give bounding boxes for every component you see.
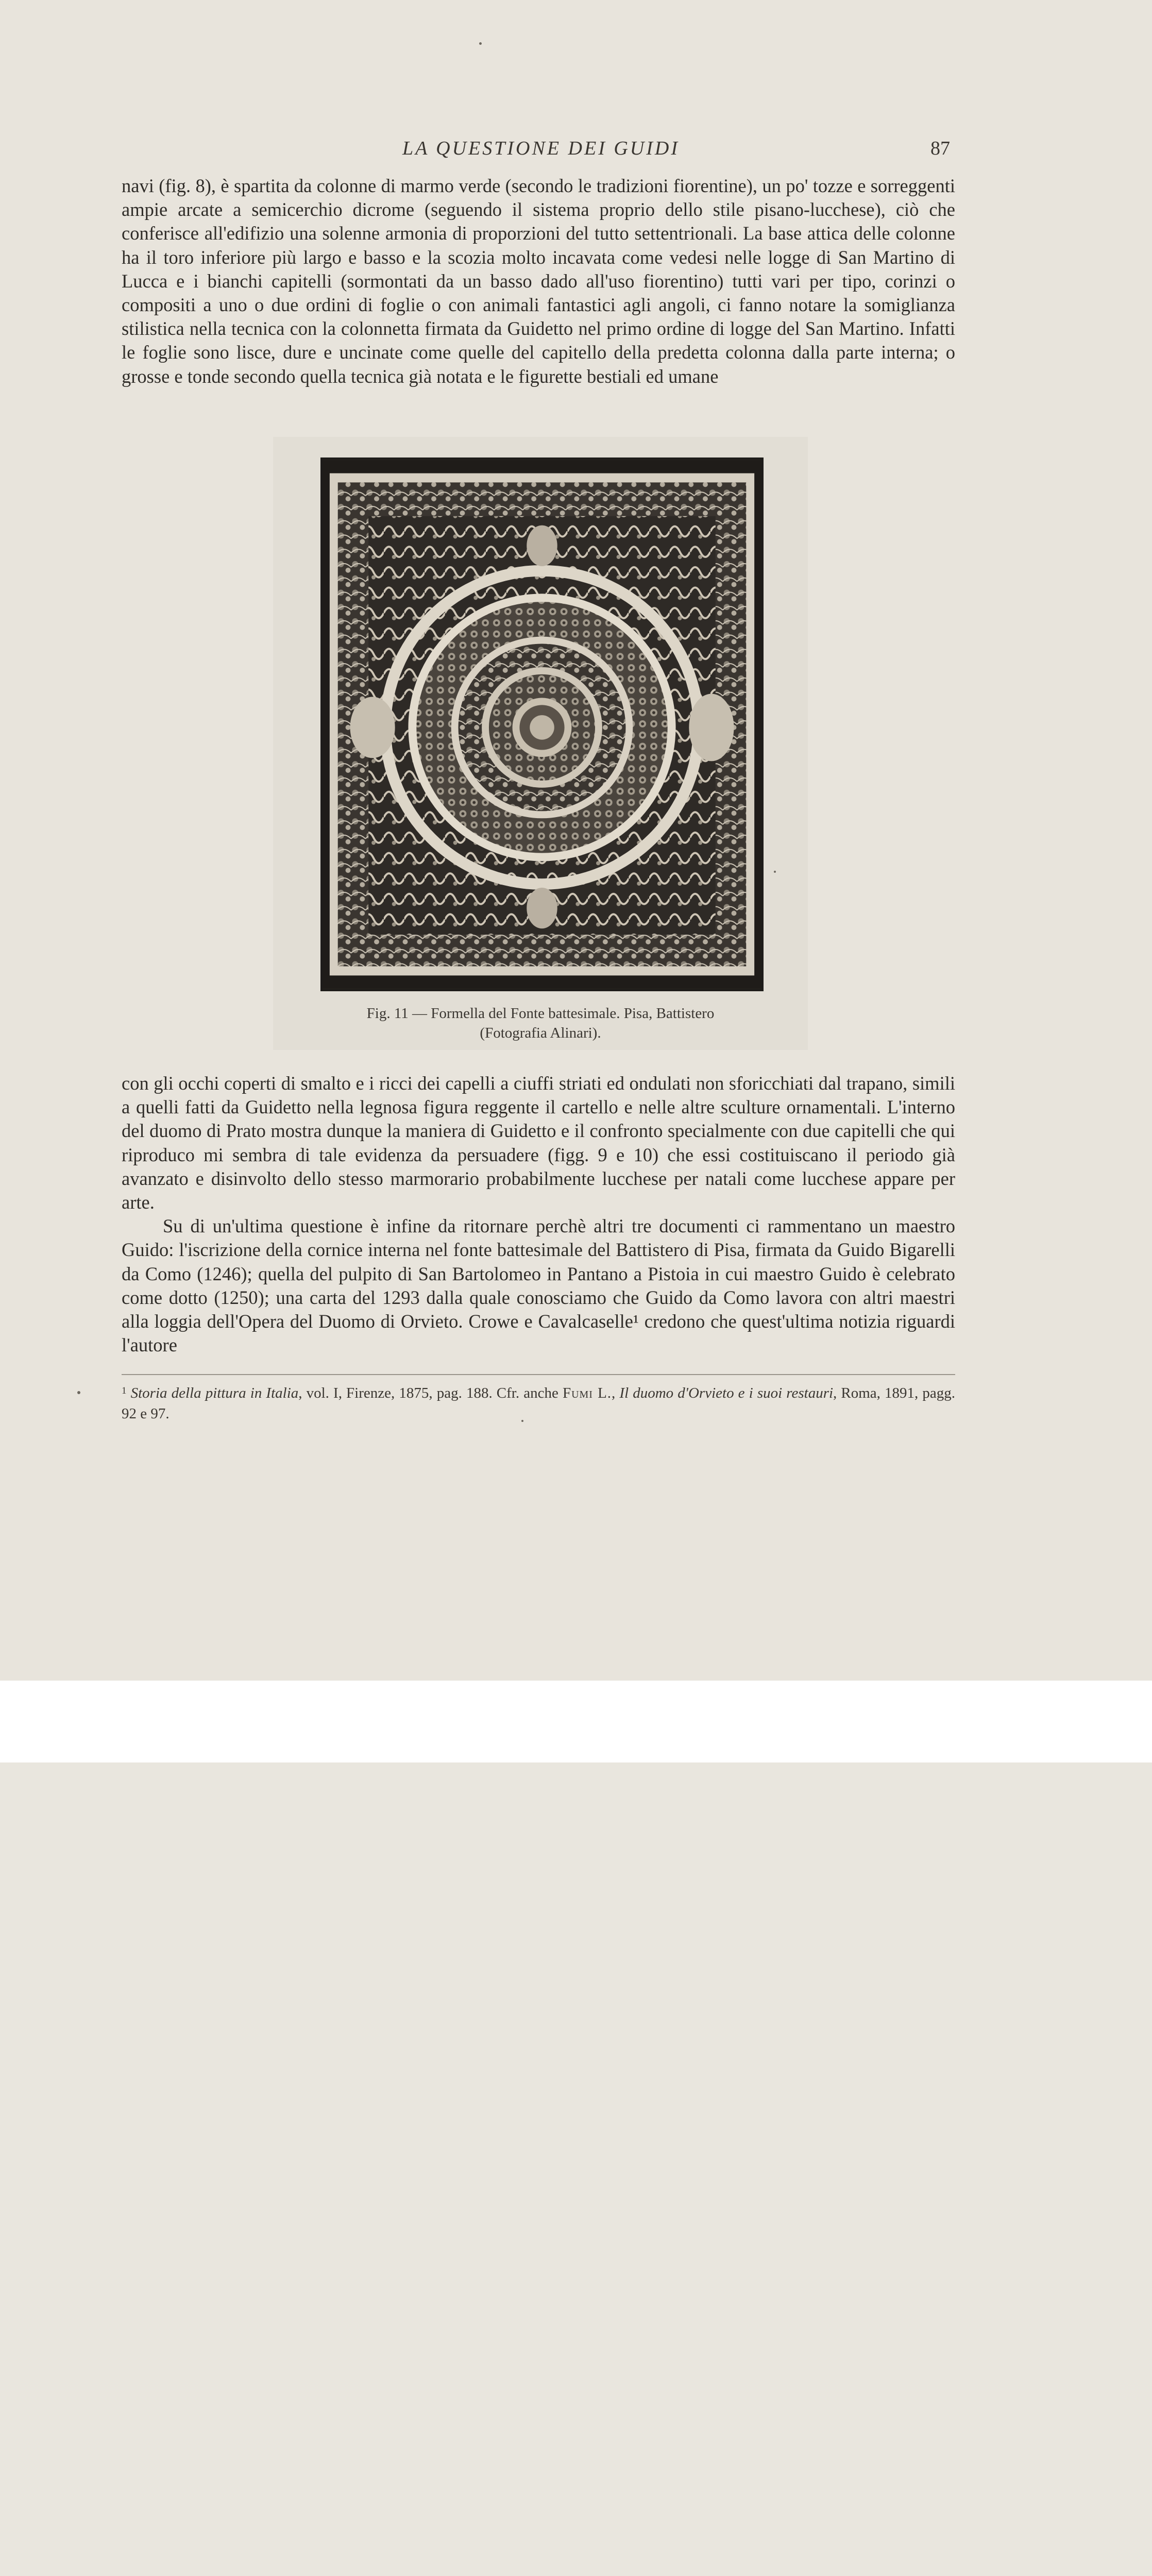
figure-credit: (Fotografia Alinari).: [480, 1025, 601, 1041]
footnote-text: , vol. I, Firenze, 1875, pag. 188. Cfr. anche: [298, 1385, 563, 1401]
footnote: [122, 1383, 955, 1424]
footnote-author: Fumi L.: [562, 1385, 612, 1401]
footnote-text: ,: [612, 1385, 620, 1401]
body-text-top: [122, 174, 955, 388]
running-title: LA QUESTIONE DEI GUIDI: [402, 138, 680, 159]
digitization-footer: [0, 1681, 1152, 1762]
carved-panel-image: [323, 460, 761, 989]
footnote-rule: [122, 1374, 955, 1375]
paragraph: con gli occhi coperti di smalto e i ricci dei capelli a ciuffi striati ed ondulati non sforicchiati dal trapano, simili a quelli fatti da Guidetto nella legnosa figura reggente il cartello e nelle altre sculture ornamentali. L'interno del duomo di Prato mostra dunque la maniera di Guidetto e il confronto specialmente con due capitelli che qui riproduco mi sembra di tale evidenza da persuadere (figg. 9 e 10) che essi costituiscano il periodo già avanzato e disinvolto dello stesso marmorario probabilmente lucchese per natali come lucchese appare per arte.: [122, 1073, 955, 1213]
body-text-bottom: [122, 1072, 955, 1357]
footnote-marker: 1: [122, 1385, 127, 1396]
figure-photograph-formella: [320, 457, 764, 991]
footnote-title: Il duomo d'Orvieto e i suoi restauri: [619, 1385, 834, 1401]
footnote-text: , Roma, 1891, pagg. 92 e 97.: [122, 1385, 955, 1422]
figure-caption: Fig. 11 — Formella del Fonte battesimale. Pisa, Battistero: [366, 1005, 715, 1022]
footnote-title: Storia della pittura in Italia: [130, 1385, 299, 1401]
page-number: 87: [930, 138, 950, 159]
paragraph: Su di un'ultima questione è infine da ritornare perchè altri tre documenti ci rammentano un maestro Guido: l'iscrizione della cornice interna nel fonte battesimale del Battistero di Pisa, firmata da Guido Bigarelli da Como (1246); quella del pulpito di San Bartolomeo in Pantano a Pistoia in cui maestro Guido è celebrato come dotto (1250); una carta del 1293 dalla quale conosciamo che Guido da Como lavora con altri maestri alla loggia dell'Opera del Duomo di Orvieto. Crowe e Cavalcaselle¹ credono che quest'ultima notizia riguardi l'autore: [122, 1215, 955, 1356]
paragraph: navi (fig. 8), è spartita da colonne di marmo verde (secondo le tradizioni fiorentine), un po' tozze e sorreggenti ampie arcate a semicerchio dicrome (seguendo il sistema proprio dello stile pisano-lucchese), ciò che conferisce all'edifizio una solenne armonia di proporzioni del tutto settentrionali. La base attica delle colonne ha il toro inferiore più largo e basso e la scozia molto incavata come vedesi nelle logge di San Martino di Lucca e i bianchi capitelli (sormontati da un basso dado all'uso fiorentino) tutti vari per tipo, corinzi o compositi a uno o due ordini di foglie o con animali fantastici agli angoli, ci fanno notare la somiglianza stilistica nella tecnica con la colonnetta firmata da Guidetto nel primo ordine di logge del San Martino. Infatti le foglie sono lisce, dure e uncinate come quelle del capitello della predetta colonna dalla parte interna; o grosse e tonde secondo quella tecnica già notata e le figurette bestiali ed umane: [122, 175, 955, 387]
